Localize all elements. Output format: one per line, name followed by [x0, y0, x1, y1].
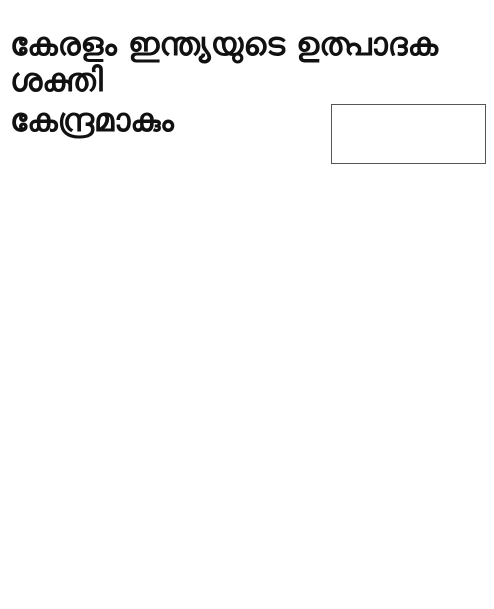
- headline-line-1: കേരളം ഇന്ത്യയുടെ ഉത്പാദക ശക്തി: [10, 25, 439, 100]
- pull-quote-box: [331, 104, 486, 164]
- article-body: [6, 100, 488, 603]
- headline-line-2: കേന്ദ്രമാകും: [10, 101, 174, 140]
- article-column-2: [166, 100, 327, 603]
- article-column-3: [327, 100, 488, 603]
- article-column-1: [6, 100, 166, 603]
